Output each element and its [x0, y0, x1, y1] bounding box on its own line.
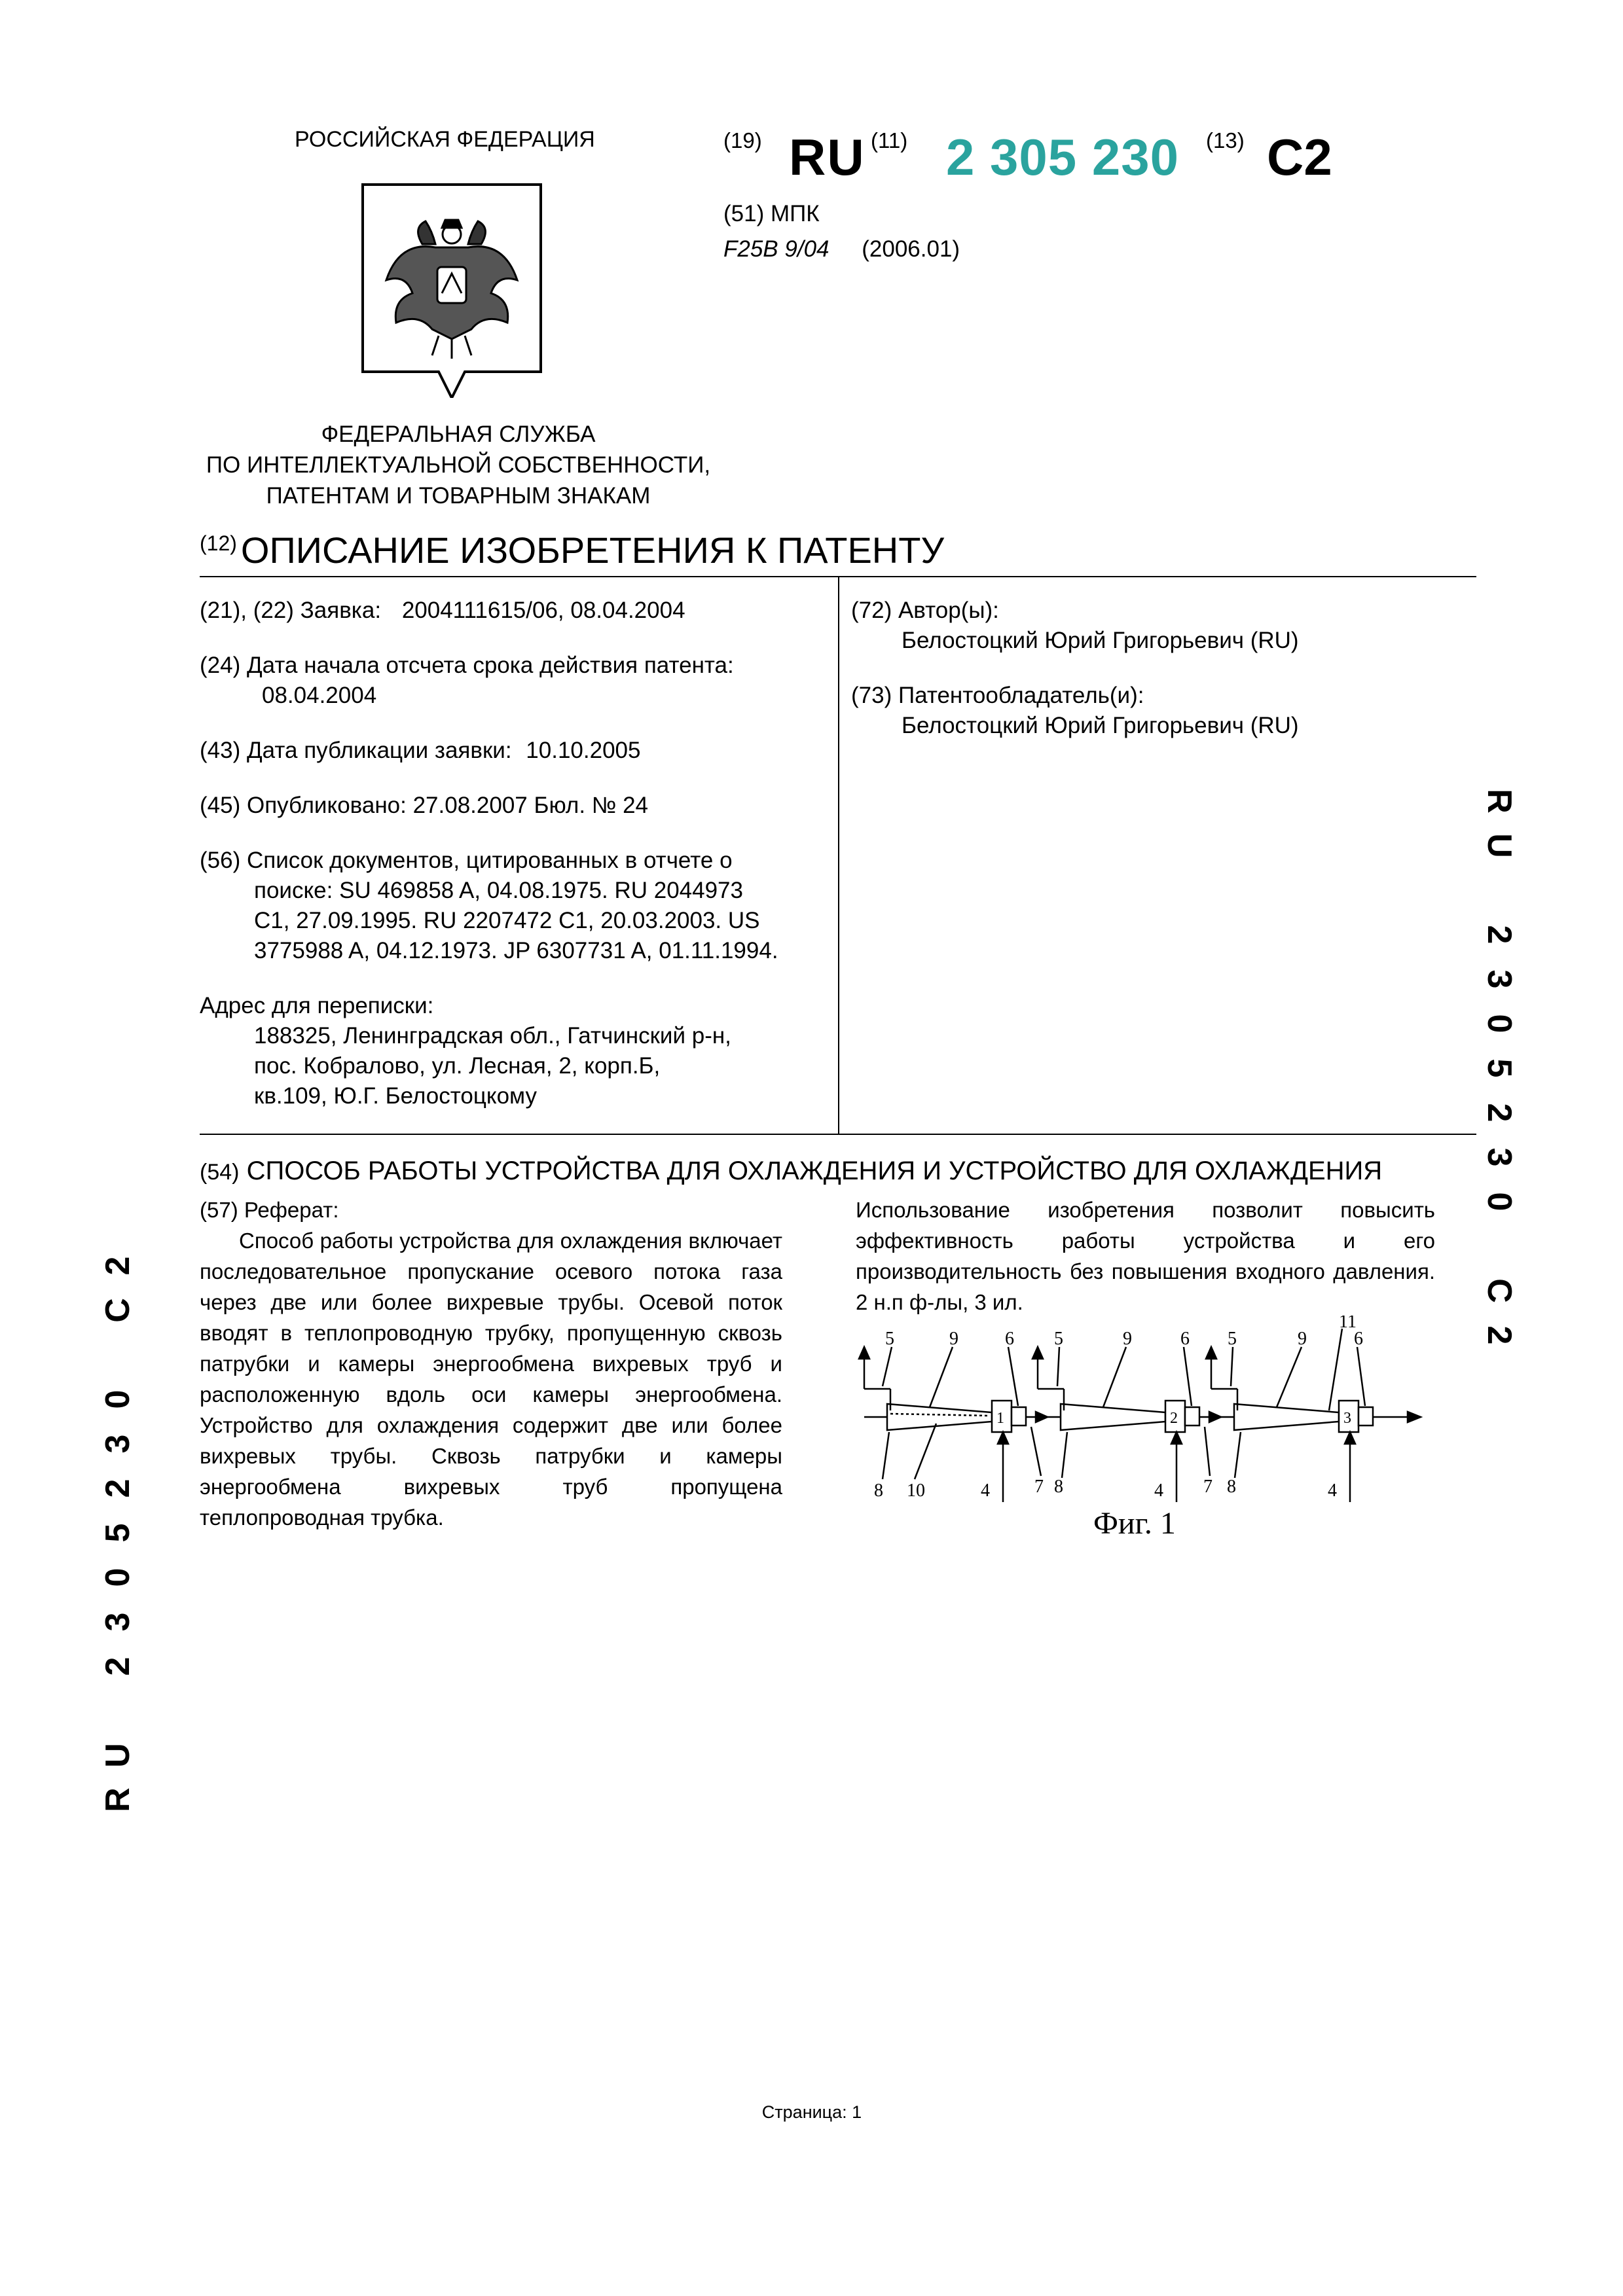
- field-21: [200, 596, 825, 626]
- side-code-left: [92, 1244, 144, 1822]
- side-char: U: [1480, 833, 1518, 858]
- side-char: 3: [1480, 1147, 1518, 1167]
- side-char: 2: [99, 1256, 137, 1276]
- ipc-year: (2006.01): [862, 236, 960, 262]
- agency-line: ФЕДЕРАЛЬНАЯ СЛУЖБА: [321, 422, 596, 447]
- field-24-label: (24) Дата начала отсчета срока действия патента:: [200, 653, 734, 678]
- agency-name: [164, 419, 753, 511]
- field-21-label: (21), (22) Заявка:: [200, 598, 382, 623]
- abstract-label: (57) Реферат:: [200, 1198, 339, 1222]
- fig-label: 2: [1170, 1410, 1178, 1427]
- field-72-value: Белостоцкий Юрий Григорьевич (RU): [902, 628, 1299, 653]
- field-56-line-label: поиске:: [254, 878, 333, 903]
- field-73-value: Белостоцкий Юрий Григорьевич (RU): [902, 713, 1299, 738]
- side-char: 2: [99, 1479, 137, 1498]
- fig-label: 5: [1228, 1329, 1237, 1349]
- fig-label: 1: [996, 1410, 1004, 1427]
- fig-label: 4: [1154, 1480, 1163, 1501]
- address-line: пос. Кобралово, ул. Лесная, 2, корп.Б,: [254, 1053, 661, 1079]
- field-24: [200, 651, 825, 711]
- figure-caption: Фиг. 1: [1093, 1506, 1176, 1541]
- field-43-label: (43) Дата публикации заявки:: [200, 738, 512, 763]
- field-45-label: (45) Опубликовано:: [200, 793, 407, 818]
- fig-label: 8: [874, 1480, 883, 1501]
- coat-of-arms-emblem: [360, 182, 543, 398]
- address-label: Адрес для переписки:: [200, 993, 434, 1018]
- fig-label: 7: [1034, 1477, 1044, 1497]
- document-title: [200, 529, 944, 571]
- code-11: (11): [871, 128, 908, 152]
- field-72-label: (72) Автор(ы):: [851, 598, 999, 623]
- title-code: (12): [200, 531, 237, 555]
- column-divider: [838, 577, 839, 1134]
- fig-label: 9: [1298, 1329, 1307, 1349]
- code-19: (19): [723, 128, 762, 152]
- side-char: 3: [99, 1434, 137, 1454]
- side-char: 5: [99, 1523, 137, 1543]
- field-72: [851, 596, 1401, 656]
- side-char: 3: [99, 1612, 137, 1632]
- field-56-label: (56) Список документов, цитированных в отчете о: [200, 848, 733, 873]
- address-line: 188325, Ленинградская обл., Гатчинский р-н,: [254, 1023, 731, 1049]
- code-13: (13): [1206, 128, 1245, 152]
- page-number: Страница: 1: [761, 2102, 862, 2122]
- title-text: ОПИСАНИЕ ИЗОБРЕТЕНИЯ К ПАТЕНТУ: [240, 529, 945, 571]
- fig-label: 3: [1343, 1410, 1351, 1427]
- fig-label: 6: [1005, 1329, 1014, 1349]
- fig-label: 6: [1180, 1329, 1190, 1349]
- side-char: C: [99, 1298, 137, 1323]
- agency-line: ПАТЕНТАМ И ТОВАРНЫМ ЗНАКАМ: [266, 483, 651, 509]
- field-24-value: 08.04.2004: [262, 683, 377, 708]
- invention-title-text: СПОСОБ РАБОТЫ УСТРОЙСТВА ДЛЯ ОХЛАЖДЕНИЯ И УСТРОЙСТВО ДЛЯ ОХЛАЖДЕНИЯ: [246, 1157, 1383, 1185]
- address-line: кв.109, Ю.Г. Белостоцкому: [254, 1083, 538, 1109]
- fig-label: 8: [1227, 1477, 1236, 1497]
- ipc-entry: [723, 232, 960, 267]
- ipc-label: (51) МПК: [723, 201, 820, 226]
- field-45: [200, 791, 825, 821]
- side-char: 2: [99, 1657, 137, 1676]
- invention-title: [200, 1155, 1382, 1189]
- side-char: U: [99, 1743, 137, 1768]
- address: [200, 991, 825, 1111]
- emblem-icon: [360, 182, 543, 398]
- fig-label: 9: [949, 1329, 958, 1349]
- fig-label: 9: [1123, 1329, 1132, 1349]
- side-char: 2: [1480, 1103, 1518, 1122]
- fig-label: 5: [885, 1329, 894, 1349]
- abstract-left: [200, 1194, 782, 1533]
- bibliographic-data: [200, 596, 825, 1136]
- country-code: RU: [789, 128, 866, 186]
- fig-label: 8: [1054, 1477, 1063, 1497]
- field-56-line: 3775988 A, 04.12.1973. JP 6307731 A, 01.11.1994.: [254, 938, 778, 963]
- side-char: R: [1480, 789, 1518, 814]
- field-45-value: 27.08.2007 Бюл. № 24: [412, 793, 648, 818]
- ipc-code: F25B 9/04: [723, 236, 830, 262]
- side-char: C: [1480, 1278, 1518, 1303]
- agency-line: ПО ИНТЕЛЛЕКТУАЛЬНОЙ СОБСТВЕННОСТИ,: [206, 452, 711, 478]
- side-char: R: [99, 1787, 137, 1812]
- fig-label: 11: [1339, 1316, 1357, 1332]
- field-43-value: 10.10.2005: [526, 738, 641, 763]
- side-char: 5: [1480, 1058, 1518, 1078]
- side-char: 0: [1480, 1192, 1518, 1211]
- ipc-block: [723, 196, 960, 267]
- fig-label: 4: [1328, 1480, 1337, 1501]
- field-56: [200, 846, 825, 966]
- field-56-line: [200, 876, 825, 906]
- side-char: 3: [1480, 969, 1518, 989]
- field-73: [851, 681, 1401, 741]
- abstract-text: Способ работы устройства для охлаждения включает последовательное пропускание осевого потока газа через две или более вихревые трубы. Осевой поток вводят в теплопроводную трубку, пропущенную сквозь патрубки и камеры энергообмена вихревых труб и расположенную вдоль оси камеры энергообмена. Устройство для охлаждения содержит две или более вихревых трубы. Сквозь патрубки и камеры энергообмена вихревых труб пропущена теплопроводная трубка.: [200, 1229, 782, 1530]
- side-char: 2: [1480, 925, 1518, 944]
- country-name: РОССИЙСКАЯ ФЕДЕРАЦИЯ: [295, 127, 595, 152]
- field-73-label: (73) Патентообладатель(и):: [851, 683, 1144, 708]
- patent-number: 2 305 230: [946, 128, 1180, 186]
- kind-code: C2: [1267, 128, 1332, 186]
- field-56-line-value: SU 469858 A, 04.08.1975. RU 2044973: [339, 878, 743, 903]
- fig-label: 10: [907, 1480, 925, 1501]
- rights-holders: [851, 596, 1401, 741]
- side-char: 0: [1480, 1014, 1518, 1033]
- fig-label: 5: [1054, 1329, 1063, 1349]
- invention-title-code: (54): [200, 1160, 240, 1185]
- side-char: 2: [1480, 1325, 1518, 1345]
- field-56-line: C1, 27.09.1995. RU 2207472 C1, 20.03.2003. US: [254, 908, 760, 933]
- side-code-right: [1473, 779, 1525, 1357]
- fig-label: 7: [1203, 1477, 1213, 1497]
- abstract-right: Использование изобретения позволит повысить эффективность работы устройства и его производительность без повышения входного давления. 2 н.п ф-лы, 3 ил.: [856, 1198, 1435, 1314]
- fig-label: 4: [981, 1480, 990, 1501]
- fig-label: 6: [1354, 1329, 1363, 1349]
- field-21-value: 2004111615/06, 08.04.2004: [401, 598, 685, 623]
- side-char: 0: [99, 1390, 137, 1409]
- side-char: 0: [99, 1568, 137, 1587]
- field-43: [200, 736, 825, 766]
